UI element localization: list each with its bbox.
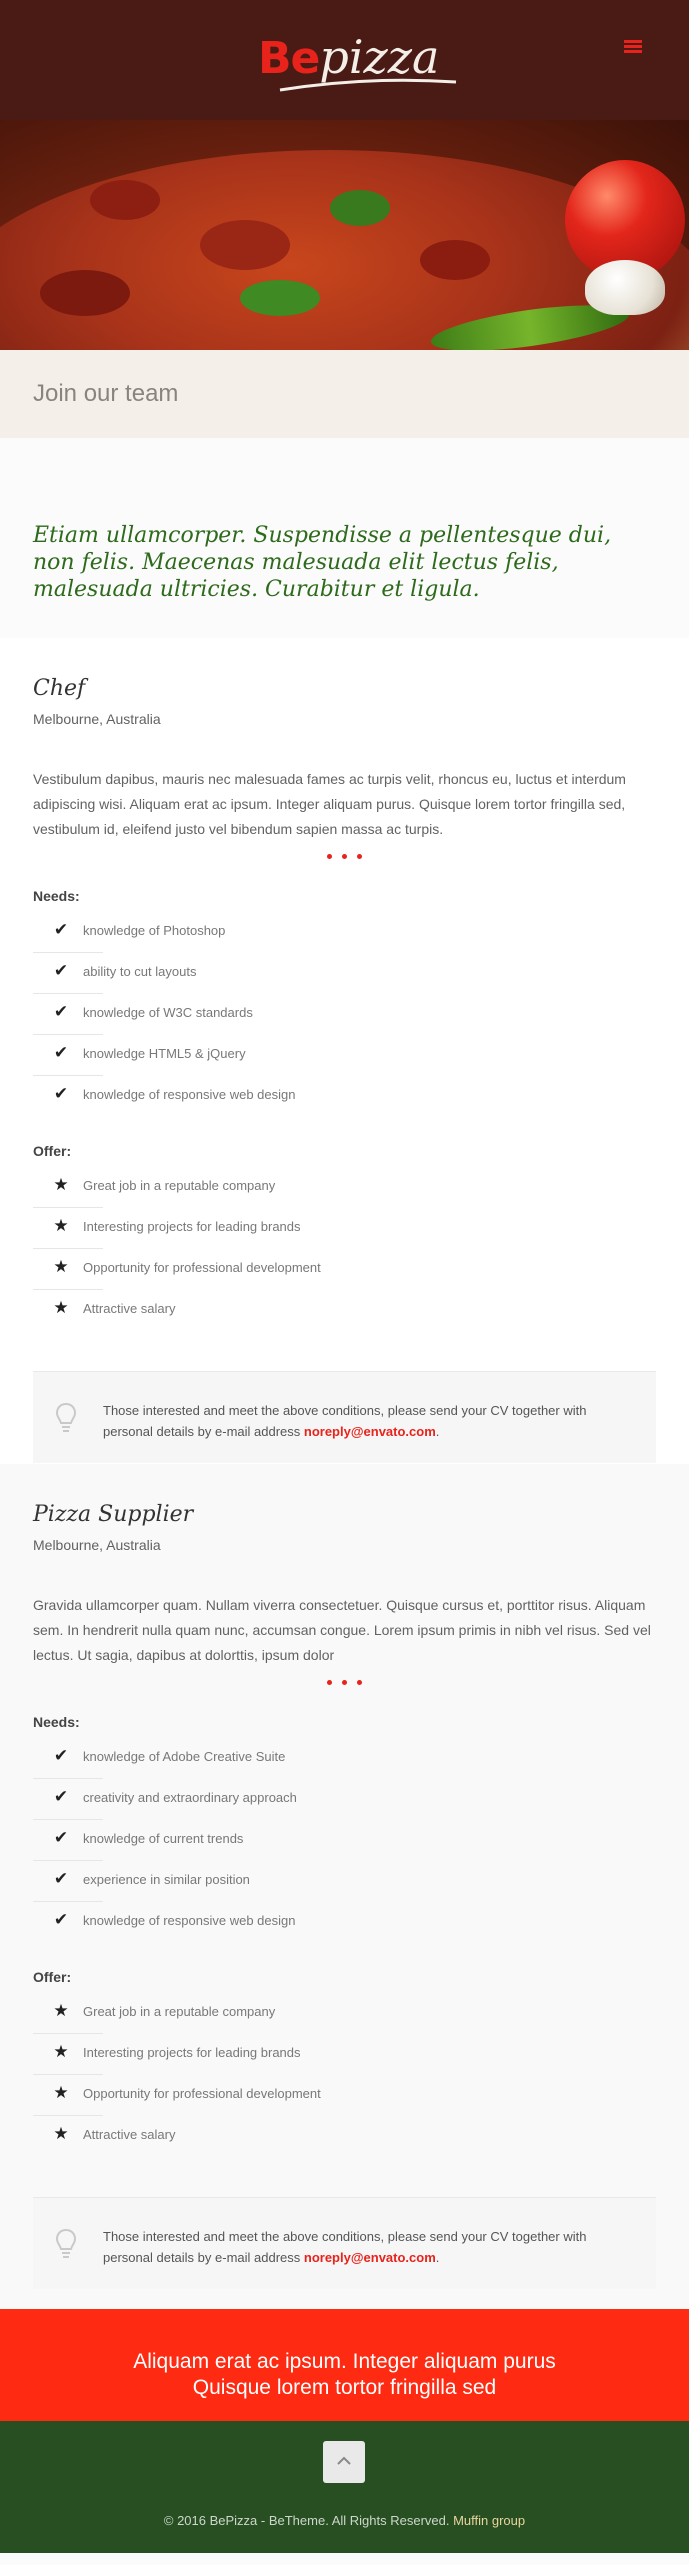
intro-text: Etiam ullamcorper. Suspendisse a pellentesque dui, non felis. Maecenas malesuada elit lectus felis, malesuada ultricies. Curabitur et ligula. (33, 523, 612, 602)
list-item: ✔ knowledge of Adobe Creative Suite (33, 1738, 656, 1779)
list-item: ✔ creativity and extraordinary approach (33, 1779, 656, 1820)
list-item: ✔ experience in similar position (33, 1861, 656, 1902)
check-icon: ✔ (53, 1910, 69, 1929)
check-icon: ✔ (53, 1869, 69, 1888)
logo-pizza: pizza (319, 30, 440, 84)
star-icon: ★ (53, 1216, 69, 1235)
check-icon: ✔ (53, 1002, 69, 1021)
list-item: ★ Great job in a reputable company (33, 1167, 656, 1208)
list-item: ✔ knowledge of current trends (33, 1820, 656, 1861)
email-link[interactable]: noreply@envato.com (303, 2250, 436, 2265)
job-description: Vestibulum dapibus, mauris nec malesuada fames ac turpis velit, rhoncus eu, luctus et interdum adipiscing wisi. Aliquam erat ac ipsum. Integer aliquam purus. Quisque lorem tortor fringilla sed, vestibulum id, eleifend justo vel bibendum sapien massa ac turpis. (33, 771, 626, 837)
apply-note: Those interested and meet the above conditions, please send your CV together with personal details by e-mail address noreply@envato.com. (33, 2197, 656, 2289)
list-item: ✔ knowledge of W3C standards (33, 994, 656, 1035)
check-icon: ✔ (53, 1043, 69, 1062)
intro-section (0, 438, 689, 638)
job-chef (0, 638, 689, 1464)
offer-list (33, 1167, 656, 1331)
list-item: ✔ knowledge of responsive web design (33, 1902, 656, 1943)
needs-list (33, 1738, 656, 1943)
star-icon: ★ (53, 2001, 69, 2020)
job-pizza-supplier (0, 1464, 689, 2309)
star-icon: ★ (53, 1298, 69, 1317)
check-icon: ✔ (53, 920, 69, 939)
list-item: ✔ knowledge of Photoshop (33, 912, 656, 953)
page-subheader (0, 350, 689, 438)
star-icon: ★ (53, 1257, 69, 1276)
logo-be: Be (258, 33, 320, 84)
promo-banner (0, 2309, 689, 2421)
list-item: ★ Great job in a reputable company (33, 1993, 656, 2034)
separator-dots (33, 846, 656, 866)
list-item: ★ Attractive salary (33, 2116, 656, 2157)
back-to-top-button[interactable] (323, 2441, 365, 2483)
page-title: Join our team (33, 380, 179, 407)
lightbulb-icon (55, 2228, 77, 2260)
site-footer (0, 2421, 689, 2553)
star-icon: ★ (53, 2042, 69, 2061)
banner-line-2: Quisque lorem tortor fringilla sed (192, 2376, 497, 2399)
list-item: ✔ knowledge of responsive web design (33, 1076, 656, 1117)
list-item: ✔ knowledge HTML5 & jQuery (33, 1035, 656, 1076)
check-icon: ✔ (53, 1828, 69, 1847)
offer-heading: Offer: (33, 1969, 72, 1985)
star-icon: ★ (53, 1175, 69, 1194)
lightbulb-icon (55, 1402, 77, 1434)
apply-note: Those interested and meet the above conditions, please send your CV together with personal details by e-mail address noreply@envato.com. (33, 1371, 656, 1463)
footer-link[interactable]: Muffin group (453, 2513, 526, 2528)
job-title: Chef (33, 676, 86, 701)
offer-list (33, 1993, 656, 2157)
banner-line-1: Aliquam erat ac ipsum. Integer aliquam purus (133, 2350, 556, 2373)
check-icon: ✔ (53, 1787, 69, 1806)
needs-heading: Needs: (33, 888, 80, 904)
star-icon: ★ (53, 2083, 69, 2102)
star-icon: ★ (53, 2124, 69, 2143)
job-description: Gravida ullamcorper quam. Nullam viverra consectetuer. Quisque cursus et, porttitor risus. Aliquam sem. In hendrerit nulla quam nunc, accumsan congue. Lorem ipsum primis in nibh vel risus. Sed vel lectus. Ut sagia, dapibus at dolorttis, ipsum dolor (33, 1597, 651, 1663)
hero-pizza-image (0, 120, 689, 350)
check-icon: ✔ (53, 1746, 69, 1765)
list-item: ★ Interesting projects for leading brands (33, 1208, 656, 1249)
site-logo[interactable] (258, 30, 439, 90)
job-title: Pizza Supplier (33, 1502, 194, 1527)
email-link[interactable]: noreply@envato.com (303, 1424, 436, 1439)
job-location: Melbourne, Australia (33, 1537, 161, 1553)
offer-heading: Offer: (33, 1143, 72, 1159)
hamburger-menu-icon[interactable] (624, 40, 642, 54)
list-item: ★ Attractive salary (33, 1290, 656, 1331)
needs-heading: Needs: (33, 1714, 80, 1730)
site-header (0, 0, 689, 120)
needs-list (33, 912, 656, 1117)
list-item: ★ Opportunity for professional development (33, 2075, 656, 2116)
check-icon: ✔ (53, 1084, 69, 1103)
list-item: ✔ ability to cut layouts (33, 953, 656, 994)
job-location: Melbourne, Australia (33, 711, 161, 727)
list-item: ★ Opportunity for professional development (33, 1249, 656, 1290)
list-item: ★ Interesting projects for leading brands (33, 2034, 656, 2075)
check-icon: ✔ (53, 961, 69, 980)
separator-dots (33, 1672, 656, 1692)
chevron-up-icon (337, 2456, 351, 2466)
logo-swoosh-icon (278, 78, 458, 92)
copyright: © 2016 BePizza - BeTheme. All Rights Reserved. Muffin group (163, 2513, 526, 2528)
